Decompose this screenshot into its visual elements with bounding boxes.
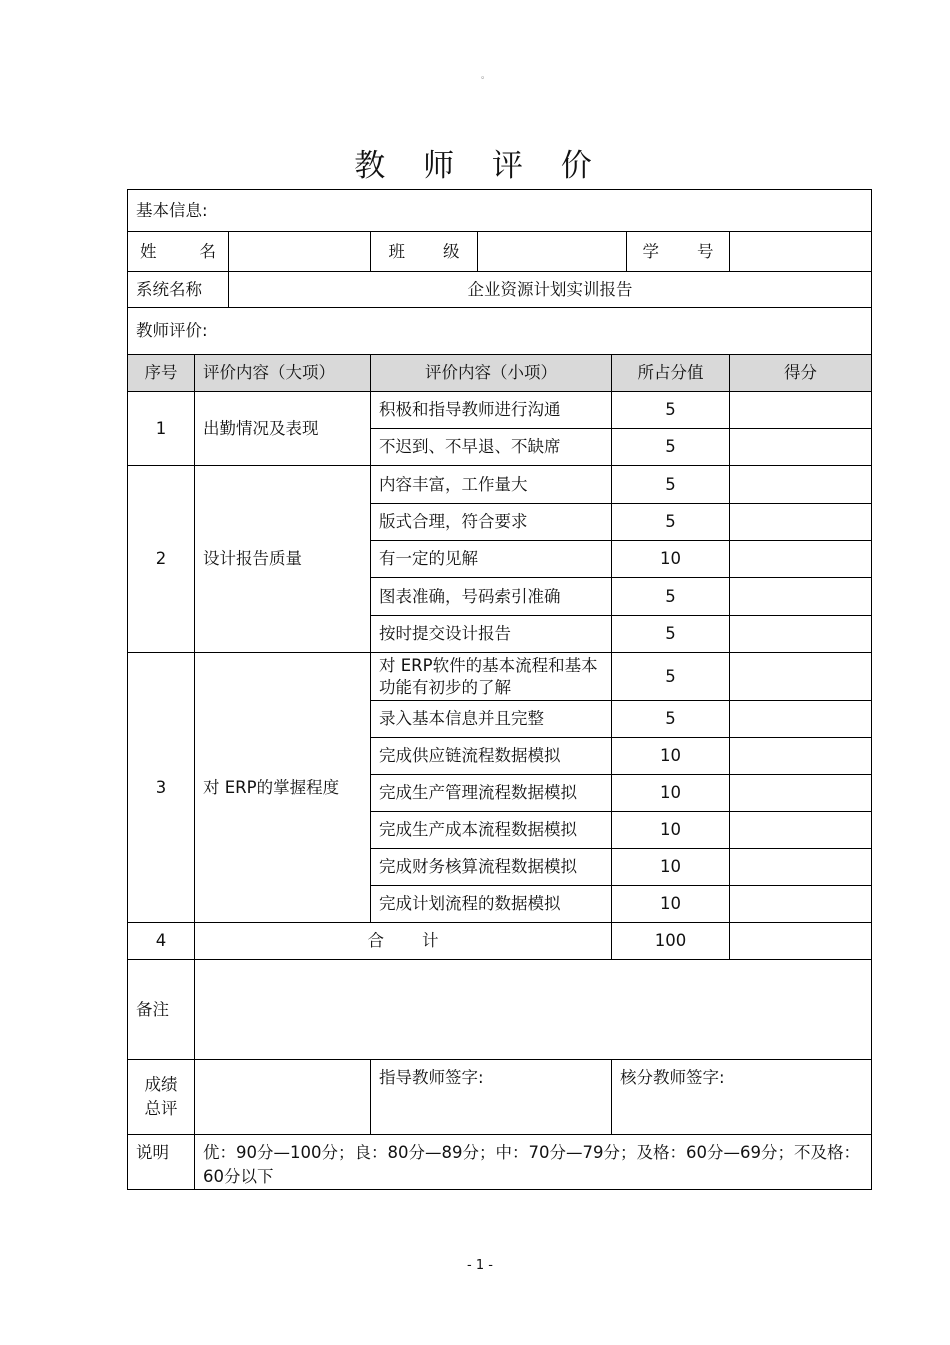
row-minor-item: 录入基本信息并且完整: [371, 701, 612, 738]
table-row: [128, 392, 872, 429]
notes-row: [128, 1135, 872, 1190]
row-weight: 5: [612, 578, 730, 616]
row-minor-item: 对 ERP软件的基本流程和基本功能有初步的了解: [371, 653, 612, 701]
row-weight: 10: [612, 541, 730, 578]
row-minor-item: 不迟到、不早退、不缺席: [371, 429, 612, 466]
row-weight: 5: [612, 504, 730, 541]
student-id-label: 学 号: [627, 232, 730, 272]
row-seq: 3: [128, 653, 195, 923]
page-number: - 1 -: [467, 1258, 493, 1273]
final-grade-field[interactable]: [195, 1060, 371, 1135]
row-major-item: 出勤情况及表现: [195, 392, 371, 466]
notes-text: 优：90分—100分；良：80分—89分；中：70分—79分；及格：60分—69分；不及格：60分以下: [195, 1135, 872, 1190]
total-value: 100: [612, 923, 730, 960]
row-minor-item: 按时提交设计报告: [371, 616, 612, 653]
total-label: 合 计: [195, 923, 612, 960]
table-row: [128, 466, 872, 504]
header-score: 得分: [730, 355, 872, 392]
row-minor-item: 有一定的见解: [371, 541, 612, 578]
row-score-field[interactable]: [730, 392, 872, 429]
remarks-row: [128, 960, 872, 1060]
row-minor-item: 完成财务核算流程数据模拟: [371, 849, 612, 886]
row-score-field[interactable]: [730, 812, 872, 849]
row-weight: 10: [612, 886, 730, 923]
row-score-field[interactable]: [730, 541, 872, 578]
class-field[interactable]: [478, 232, 627, 272]
row-score-field[interactable]: [730, 578, 872, 616]
row-score-field[interactable]: [730, 616, 872, 653]
table-row: [128, 653, 872, 701]
row-major-item: 设计报告质量: [195, 466, 371, 653]
row-weight: 5: [612, 466, 730, 504]
remarks-label: 备注: [128, 960, 195, 1060]
row-minor-item: 内容丰富，工作量大: [371, 466, 612, 504]
row-weight: 10: [612, 738, 730, 775]
row-minor-item: 完成计划流程的数据模拟: [371, 886, 612, 923]
page-title: 教 师 评 价: [354, 148, 606, 184]
row-weight: 5: [612, 701, 730, 738]
row-minor-item: 积极和指导教师进行沟通: [371, 392, 612, 429]
row-weight: 5: [612, 616, 730, 653]
row-major-item: 对 ERP的掌握程度: [195, 653, 371, 923]
row-minor-item: 完成供应链流程数据模拟: [371, 738, 612, 775]
teacher-eval-label: 教师评价:: [128, 308, 872, 355]
name-label: 姓 名: [128, 232, 229, 272]
final-grade-label: 成绩总评: [128, 1060, 195, 1135]
remarks-field[interactable]: [195, 960, 872, 1060]
row-score-field[interactable]: [730, 738, 872, 775]
row-weight: 5: [612, 429, 730, 466]
header-row: [128, 355, 872, 392]
reviewer-signature[interactable]: 核分教师签字:: [612, 1060, 872, 1135]
system-name-value: 企业资源计划实训报告: [229, 272, 872, 308]
row-seq: 2: [128, 466, 195, 653]
row-weight: 10: [612, 775, 730, 812]
row-score-field[interactable]: [730, 701, 872, 738]
total-seq: 4: [128, 923, 195, 960]
header-seq: 序号: [128, 355, 195, 392]
row-score-field[interactable]: [730, 775, 872, 812]
advisor-signature[interactable]: 指导教师签字:: [371, 1060, 612, 1135]
row-score-field[interactable]: [730, 886, 872, 923]
row-score-field[interactable]: [730, 653, 872, 701]
header-minor: 评价内容（小项）: [371, 355, 612, 392]
row-weight: 5: [612, 653, 730, 701]
evaluation-table: [127, 189, 872, 1190]
basic-info-label: 基本信息:: [128, 190, 872, 232]
total-row: [128, 923, 872, 960]
header-weight: 所占分值: [612, 355, 730, 392]
row-minor-item: 完成生产管理流程数据模拟: [371, 775, 612, 812]
final-grade-row: [128, 1060, 872, 1135]
row-weight: 5: [612, 392, 730, 429]
row-minor-item: 图表准确，号码索引准确: [371, 578, 612, 616]
row-weight: 10: [612, 849, 730, 886]
total-score-field[interactable]: [730, 923, 872, 960]
row-seq: 1: [128, 392, 195, 466]
system-name-label: 系统名称: [128, 272, 229, 308]
header-major: 评价内容（大项）: [195, 355, 371, 392]
name-field[interactable]: [229, 232, 371, 272]
page-marker: 。: [481, 71, 491, 81]
class-label: 班 级: [371, 232, 478, 272]
row-score-field[interactable]: [730, 429, 872, 466]
row-minor-item: 完成生产成本流程数据模拟: [371, 812, 612, 849]
row-score-field[interactable]: [730, 849, 872, 886]
row-minor-item: 版式合理，符合要求: [371, 504, 612, 541]
student-id-field[interactable]: [730, 232, 872, 272]
notes-label: 说明: [128, 1135, 195, 1190]
row-score-field[interactable]: [730, 466, 872, 504]
row-weight: 10: [612, 812, 730, 849]
row-score-field[interactable]: [730, 504, 872, 541]
